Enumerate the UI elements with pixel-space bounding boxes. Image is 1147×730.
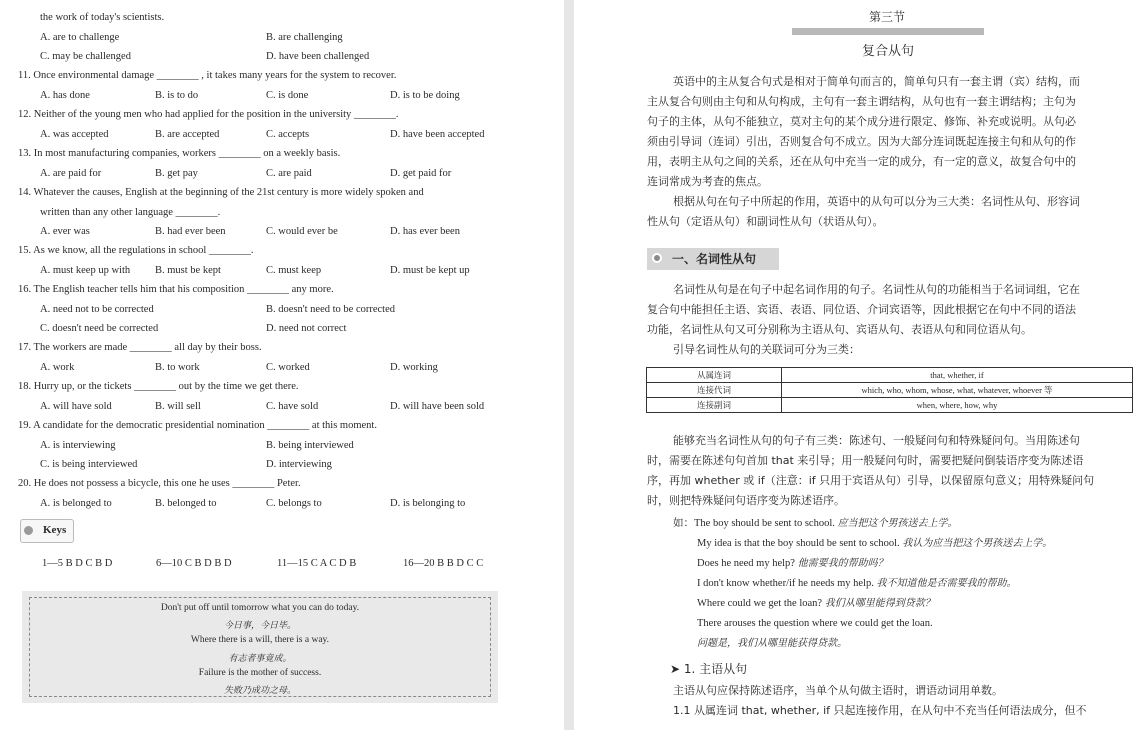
option: D. need not correct <box>266 323 347 334</box>
proverb-box <box>22 591 498 703</box>
example-line <box>697 617 933 630</box>
option: B. to work <box>155 362 200 373</box>
paragraph-line: 根据从句在句子中所起的作用，英语中的从句可以分为三大类：名词性从句、形容词 <box>673 195 1080 208</box>
answer-key: 11—15 C A C D B <box>277 558 357 569</box>
example-line <box>673 517 957 530</box>
option: A. are to challenge <box>40 32 120 43</box>
option: B. belonged to <box>155 498 217 509</box>
option: B. had ever been <box>155 226 226 237</box>
table-cell: 连接副词 <box>647 398 782 413</box>
option: B. are challenging <box>266 32 343 43</box>
paragraph-line: 时，则把特殊疑问句语序变为陈述语序。 <box>647 494 845 507</box>
table-row <box>647 368 1133 383</box>
option: D. have been challenged <box>266 51 370 62</box>
proverb-frame <box>29 597 491 697</box>
section-bar <box>792 28 984 35</box>
paragraph-line: 须由引导词（连词）引出，否则复合句不成立。因为大部分连词既起连接主句和从句的作 <box>647 135 1076 148</box>
example-en: 如：The boy should be sent to school. <box>673 518 835 529</box>
proverb-cn: 今日事，今日毕。 <box>223 621 296 631</box>
example-en: My idea is that the boy should be sent to school. <box>697 538 900 549</box>
option: B. being interviewed <box>266 440 354 451</box>
table-cell: 连接代词 <box>647 383 782 398</box>
key-icon <box>24 526 33 535</box>
example-line <box>697 557 888 570</box>
option: C. is being interviewed <box>40 459 138 470</box>
question-14: 14. Whatever the causes, English at the beginning of the 21st century is more widely spoken and <box>18 187 424 198</box>
example-line <box>697 537 1052 550</box>
option: C. belongs to <box>266 498 322 509</box>
example-cn: 我不知道他是否需要我的帮助。 <box>876 578 1017 589</box>
proverb-en: Failure is the mother of success. <box>198 668 322 678</box>
question-18: 18. Hurry up, or the tickets ________ out by the time we get there. <box>18 381 299 392</box>
example-en: I don't know whether/if he needs my help. <box>697 578 874 589</box>
example-cn: 我认为应当把这个男孩送去上学。 <box>902 538 1053 549</box>
option: C. would ever be <box>266 226 338 237</box>
example-line <box>697 597 935 610</box>
table-cell: that, whether, if <box>782 368 1133 383</box>
paragraph-line: 功能，名词性从句又可分别称为主语从句、宾语从句、表语从句和同位语从句。 <box>647 323 1032 336</box>
option: D. working <box>390 362 438 373</box>
option: C. may be challenged <box>40 51 131 62</box>
proverb-cn: 失败乃成功之母。 <box>223 686 296 696</box>
option: A. ever was <box>40 226 90 237</box>
table-cell: 从属连词 <box>647 368 782 383</box>
option: C. worked <box>266 362 310 373</box>
option: C. must keep <box>266 265 322 276</box>
paragraph-line: 复合句中能担任主语、宾语、表语、同位语、介词宾语等，因此根据它在句中不同的语法 <box>647 303 1076 316</box>
heading-noun-clause <box>647 248 779 270</box>
answer-key: 16—20 B B D C C <box>403 558 484 569</box>
option: D. must be kept up <box>390 265 470 276</box>
option: A. is belonged to <box>40 498 112 509</box>
question-11: 11. Once environmental damage ________ , it takes many years for the system to recover. <box>18 70 397 81</box>
bullet-icon <box>652 253 662 263</box>
example-line <box>697 577 1016 590</box>
paragraph-line: 主从复合句则由主句和从句构成，主句有一套主谓结构，从句也有一套主谓结构；主句为 <box>647 95 1076 108</box>
paragraph-line: 性从句（定语从句）和副词性从句（状语从句）。 <box>647 215 884 228</box>
option: D. interviewing <box>266 459 332 470</box>
question-16: 16. The English teacher tells him that his composition ________ any more. <box>18 284 334 295</box>
example-en: Where could we get the loan? <box>697 598 823 609</box>
question-14-cont: written than any other language ________. <box>40 207 221 218</box>
option: A. has done <box>40 90 90 101</box>
table-cell: when, where, how, why <box>782 398 1133 413</box>
option: D. is to be doing <box>390 90 460 101</box>
paragraph-line: 能够充当名词性从句的句子有三类：陈述句、一般疑问句和特殊疑问句。当用陈述句 <box>673 434 1080 447</box>
answer-key: 1—5 B D C B D <box>42 558 113 569</box>
table-row <box>647 383 1133 398</box>
left-page <box>0 0 564 730</box>
option: D. has ever been <box>390 226 460 237</box>
paragraph-line: 主语从句应保持陈述语序，当单个从句做主语时，谓语动词用单数。 <box>673 684 1003 697</box>
table-row <box>647 398 1133 413</box>
option: D. will have been sold <box>390 401 485 412</box>
option: B. will sell <box>155 401 201 412</box>
option: C. accepts <box>266 129 310 140</box>
paragraph-line: 连词常成为考査的焦点。 <box>647 175 768 188</box>
paragraph-line: 名词性从句是在句子中起名词作用的句子。名词性从句的功能相当于名词词组，它在 <box>673 283 1080 296</box>
option: D. is belonging to <box>390 498 466 509</box>
option: D. have been accepted <box>390 129 485 140</box>
option: A. is interviewing <box>40 440 116 451</box>
option: D. get paid for <box>390 168 452 179</box>
example-en: Does he need my help? <box>697 558 795 569</box>
question-19: 19. A candidate for the democratic presidential nomination ________ at this moment. <box>18 420 377 431</box>
paragraph-line: 用，表明主从句之间的关系，还在从句中充当一定的成分，有一定的意义，故复合句中的 <box>647 155 1076 168</box>
paragraph-line: 时，需要在陈述句句首加 that 来引导；用一般疑问句时，需要把疑问倒装语序变为陈述语 <box>647 454 1084 467</box>
question-12: 12. Neither of the young men who had applied for the position in the university ________. <box>18 109 399 120</box>
proverb-en: Don't put off until tomorrow what you can do today. <box>160 603 360 613</box>
section-title: 复合从句 <box>861 44 914 59</box>
example-cn: 他需要我的帮助吗？ <box>797 558 888 569</box>
answer-key: 6—10 C B D B D <box>156 558 232 569</box>
paragraph-line: 序，再加 whether 或 if（注意：if 只用于宾语从句）引导，以保留原句意义；用特殊疑问句 <box>647 474 1095 487</box>
option: A. was accepted <box>40 129 109 140</box>
option: C. are paid <box>266 168 312 179</box>
question-13: 13. In most manufacturing companies, workers ________ on a weekly basis. <box>18 148 341 159</box>
proverb-cn: 有志者事竟成。 <box>228 654 292 664</box>
keys-heading <box>20 519 74 543</box>
question-15: 15. As we know, all the regulations in school ________. <box>18 245 254 256</box>
question-17: 17. The workers are made ________ all day by their boss. <box>18 342 262 353</box>
option: B. are accepted <box>155 129 220 140</box>
proverb-en: Where there is a will, there is a way. <box>190 635 330 645</box>
option: C. is done <box>266 90 309 101</box>
example-en: There arouses the question where we could get the loan. <box>697 618 933 629</box>
keys-label: Keys <box>43 524 67 536</box>
option: A. need not to be corrected <box>40 304 154 315</box>
table-cell: which, who, whom, whose, what, whatever, whoever 等 <box>782 383 1133 398</box>
paragraph-line: 1.1 从属连词 that, whether, if 只起连接作用，在从句中不充当任何语法成分，但不 <box>673 704 1087 717</box>
option: C. have sold <box>266 401 319 412</box>
option: A. must keep up with <box>40 265 131 276</box>
example-cn: 我们从哪里能得到贷款？ <box>824 598 935 609</box>
heading-text: 一、名词性从句 <box>672 252 757 266</box>
option: A. work <box>40 362 75 373</box>
option: A. will have sold <box>40 401 112 412</box>
question-20: 20. He does not possess a bicycle, this one he uses ________ Peter. <box>18 478 301 489</box>
example-cn: 问题是，我们从哪里能获得贷款。 <box>697 638 847 649</box>
option: B. must be kept <box>155 265 221 276</box>
option: C. doesn't need be corrected <box>40 323 159 334</box>
option: B. is to do <box>155 90 199 101</box>
example-cn: 应当把这个男孩送去上学。 <box>837 518 958 529</box>
paragraph-line: 引导名词性从句的关联词可分为三类： <box>673 343 860 356</box>
subheading-subject-clause: ➤ 1. 主语从句 <box>670 662 748 676</box>
option: B. doesn't need to be corrected <box>266 304 396 315</box>
text-line: the work of today's scientists. <box>40 12 165 23</box>
option: B. get pay <box>155 168 198 179</box>
section-number: 第三节 <box>868 10 905 24</box>
paragraph-line: 英语中的主从复合句式是相对于简单句而言的，简单句只有一套主谓（宾）结构，而 <box>673 75 1080 88</box>
connector-table <box>646 367 1133 413</box>
option: A. are paid for <box>40 168 102 179</box>
paragraph-line: 句子的主体，从句不能独立，莫对主句的某个成分进行限定、修饰、补充或说明。从句必 <box>647 115 1076 128</box>
